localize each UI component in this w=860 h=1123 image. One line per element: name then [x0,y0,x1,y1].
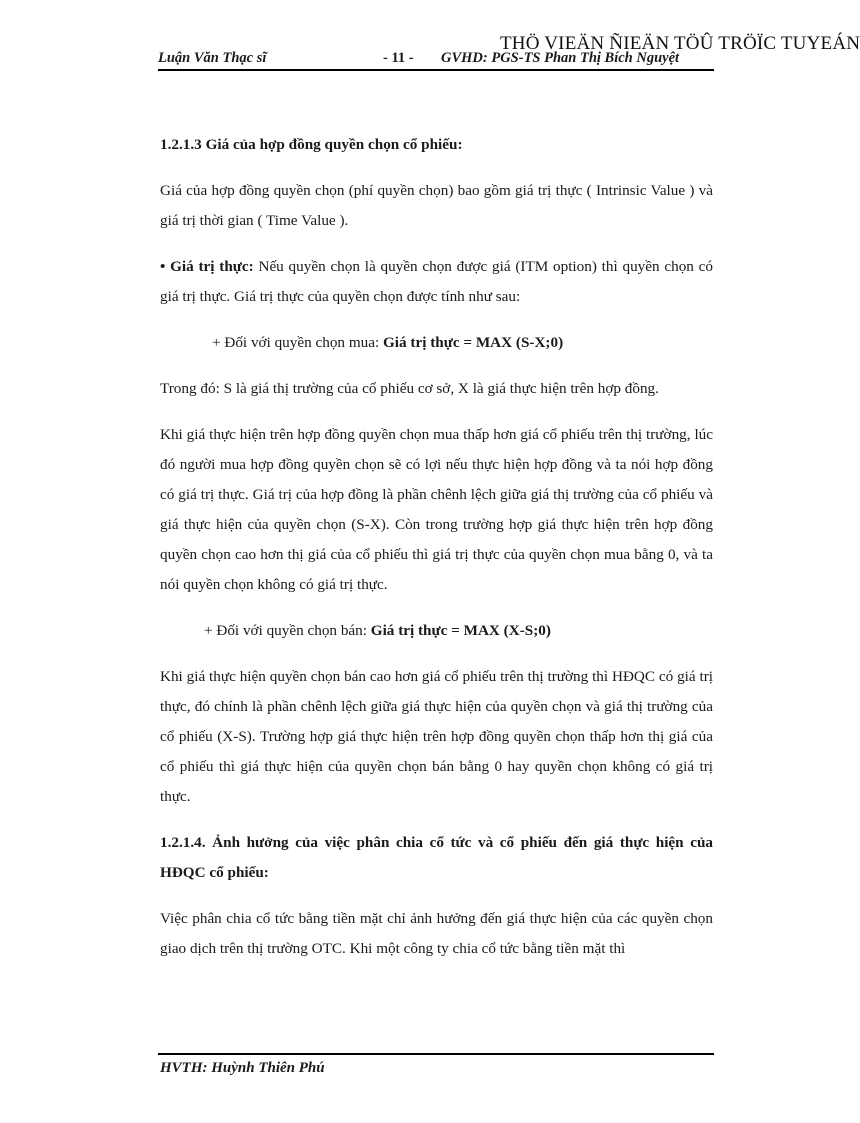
header-thesis-type: Luận Văn Thạc sĩ [158,50,267,66]
bullet-text: Nếu quyền chọn là quyền chọn được giá (ITM option) thì quyền chọn có giá trị thực. Giá trị thực của quyền chọn được tính như sau: [160,258,713,305]
dividend-paragraph: Việc phân chia cổ tức bằng tiền mặt chỉ ảnh hưởng đến giá thực hiện của các quyền chọn giao dịch trên thị trường OTC. Khi một công ty chia cổ tức bằng tiền mặt thì [160,910,713,957]
put-formula: Giá trị thực = MAX (X-S;0) [370,622,551,639]
page-header [158,50,714,70]
put-formula-prefix: + Đối với quyền chọn bán: [204,622,371,639]
where-paragraph: Trong đó: S là giá thị trường của cổ phiếu cơ sở, X là giá thực hiện trên hợp đồng. [160,380,659,397]
section-heading-1-2-1-4: 1.2.1.4. Ảnh hưởng của việc phân chia cổ tức và cổ phiếu đến giá thực hiện của HĐQC cổ phiếu: [160,834,713,881]
call-formula-line [160,328,713,358]
footer-author: HVTH: Huỳnh Thiên Phú [160,1060,325,1076]
call-formula-prefix: + Đối với quyền chọn mua: [212,334,383,351]
header-page-number: - 11 - [383,50,414,66]
page-body [160,130,713,980]
call-formula: Giá trị thực = MAX (S-X;0) [382,334,564,351]
put-explanation-paragraph: Khi giá thực hiện quyền chọn bán cao hơn giá cổ phiếu trên thị trường thì HĐQC có giá trị thực, đó chính là phần chênh lệch giữa giá thực hiện của quyền chọn và giá thị trường của cổ phiếu (X-S). Trường hợp giá thực hiện trên hợp đồng quyền chọn thấp hơn thị giá của cổ phiếu thì giá thực hiện của quyền chọn bán bằng 0 hay quyền chọn không có giá trị thực. [160,668,713,805]
header-advisor: GVHD: PGS-TS Phan Thị Bích Nguyệt [441,50,680,66]
bullet-label: • Giá trị thực: [160,258,254,275]
section-heading-1-2-1-3: 1.2.1.3 Giá của hợp đồng quyền chọn cổ phiếu: [160,136,463,153]
header-divider [158,69,714,71]
put-formula-line [160,616,713,646]
call-explanation-paragraph: Khi giá thực hiện trên hợp đồng quyền chọn mua thấp hơn giá cổ phiếu trên thị trường, lúc đó người mua hợp đồng quyền chọn sẽ có lợi nếu thực hiện hợp đồng và ta nói hợp đồng có giá trị thực. Giá trị của hợp đồng là phần chênh lệch giữa giá thị trường của cổ phiếu và giá thực hiện của quyền chọn (S-X). Còn trong trường hợp giá thực hiện trên hợp đồng quyền chọn cao hơn thị giá của cổ phiếu thì giá trị thực của quyền chọn mua bằng 0, và ta nói quyền chọn không có giá trị thực. [160,426,713,593]
intrinsic-value-bullet [160,252,713,312]
footer-divider [158,1053,714,1055]
watermark-text: THÖ VIEÄN ÑIEÄN TÖÛ TRÖÏC TUYEÁN [500,33,860,54]
intro-paragraph: Giá của hợp đồng quyền chọn (phí quyền chọn) bao gồm giá trị thực ( Intrinsic Value ) và giá trị thời gian ( Time Value ). [160,182,713,229]
